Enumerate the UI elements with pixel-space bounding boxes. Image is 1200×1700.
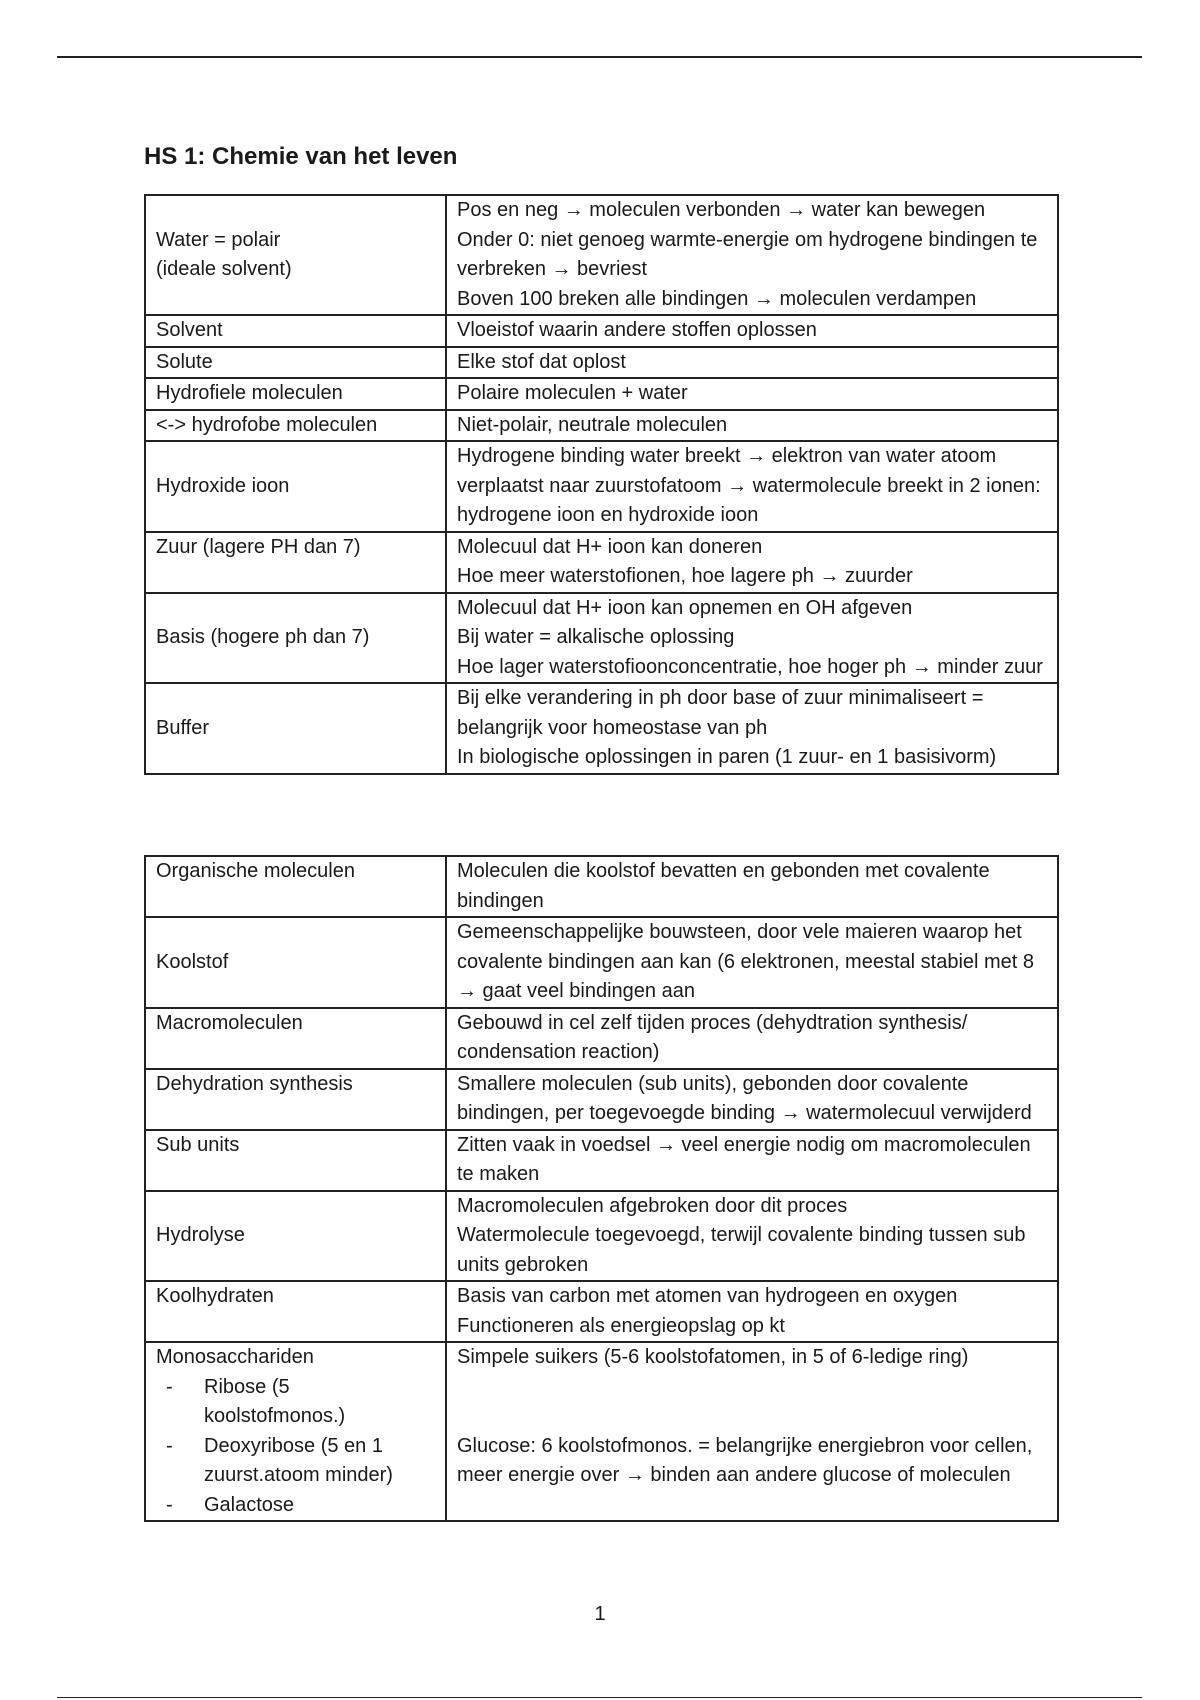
definition-cell [446,315,1058,347]
term-cell [145,1281,446,1342]
definition-cell [446,1342,1058,1521]
term-text: Macromoleculen [156,1011,303,1034]
term-cell [145,195,446,315]
bullet-dash: - [166,1493,173,1516]
term-cell [145,1342,446,1521]
table-row [145,917,1058,1008]
definition-text: Gemeenschappelijke bouwsteen, door vele maieren waarop het covalente bindingen aan kan (6 elektronen, meestal stabiel met 8 → gaat veel bindingen aan [457,921,1035,1002]
table-row [145,347,1058,379]
table-row [145,1069,1058,1130]
term-cell [145,441,446,532]
definition-text: Glucose: 6 koolstofmonos. = belangrijke energiebron voor cellen, meer energie over → binden aan andere glucose of moleculen [457,1434,1033,1486]
table-chemistry-water [144,194,1059,775]
definition-cell [446,1191,1058,1282]
table-row [145,856,1058,917]
term-cell [145,315,446,347]
term-cell [145,378,446,410]
list-item-text: Galactose [204,1493,295,1516]
table-row [145,532,1058,593]
term-text: Hydrolyse [156,1224,245,1246]
definition-text: Smallere moleculen (sub units), gebonden door covalente bindingen, per toegevoegde binding → watermolecuul verwijderd [457,1072,1032,1124]
term-text: Solute [156,350,213,373]
definition-text: Boven 100 breken alle bindingen → moleculen verdampen [457,287,977,310]
term-text: Water = polair [156,228,281,251]
term-text: Zuur (lagere PH dan 7) [156,535,361,558]
term-cell [145,1191,446,1282]
definition-text: Bij elke verandering in ph door base of zuur minimaliseert = belangrijk voor homeostase van ph [457,687,984,739]
term-text: Hydroxide ioon [156,474,290,497]
definition-cell [446,347,1058,379]
definition-text: Polaire moleculen + water [457,382,688,404]
definition-text: Hoe meer waterstofionen, hoe lagere ph → zuurder [457,565,913,587]
definition-text: Molecuul dat H+ ioon kan doneren [457,535,763,558]
term-text: Organische moleculen [156,860,355,882]
definition-cell [446,195,1058,315]
term-text: Monosacchariden [156,1346,314,1368]
definition-cell [446,441,1058,532]
bullet-dash: - [166,1375,173,1398]
term-cell [145,856,446,917]
term-text: Koolstof [156,950,229,973]
term-text: Buffer [156,716,209,739]
table-row [145,1008,1058,1069]
definition-text: Elke stof dat oplost [457,350,626,373]
definition-text: Functioneren als energieopslag op kt [457,1314,785,1337]
term-text: Solvent [156,319,223,341]
definition-text: Molecuul dat H+ ioon kan opnemen en OH afgeven [457,596,913,619]
page-heading: HS 1: Chemie van het leven [144,143,458,170]
term-text: Dehydration synthesis [156,1072,353,1095]
term-cell [145,917,446,1008]
table-row [145,315,1058,347]
list-item [156,1491,435,1521]
table-row [145,410,1058,442]
term-text: Basis (hogere ph dan 7) [156,626,370,648]
definition-text: Hoe lager waterstofioonconcentratie, hoe hoger ph → minder zuur [457,655,1043,678]
spacer [457,1373,1047,1403]
definition-text: Basis van carbon met atomen van hydrogeen en oxygen [457,1285,958,1307]
table-row [145,1281,1058,1342]
page-number: 1 [594,1603,606,1625]
table-row [145,1191,1058,1282]
list-item [156,1373,435,1432]
header-rule [57,56,1142,58]
definition-cell [446,1008,1058,1069]
definition-text: Watermolecule toegevoegd, terwijl covalente binding tussen sub units gebroken [457,1224,1026,1276]
definition-text: Simpele suikers (5-6 koolstofatomen, in 5 of 6-ledige ring) [457,1346,969,1368]
definition-cell [446,410,1058,442]
table-row [145,1342,1058,1521]
term-text: (ideale solvent) [156,258,292,280]
term-text: Sub units [156,1133,240,1156]
term-text: Hydrofiele moleculen [156,382,343,404]
spacer [457,1402,1047,1432]
definition-cell [446,856,1058,917]
definition-text: Onder 0: niet genoeg warmte-energie om hydrogene bindingen te verbreken → bevriest [457,228,1038,280]
definition-cell [446,532,1058,593]
table-row [145,1130,1058,1191]
term-cell [145,683,446,774]
definition-text: Vloeistof waarin andere stoffen oplossen [457,319,817,341]
definition-cell [446,1130,1058,1191]
definition-text: Pos en neg → moleculen verbonden → water kan bewegen [457,199,986,221]
list-item [156,1432,435,1491]
table-row [145,441,1058,532]
definition-text: Macromoleculen afgebroken door dit proces [457,1194,848,1217]
term-cell [145,410,446,442]
term-text: Koolhydraten [156,1285,274,1307]
definition-text: Niet-polair, neutrale moleculen [457,413,728,436]
term-cell [145,347,446,379]
definition-cell [446,1069,1058,1130]
term-cell [145,1130,446,1191]
definition-text: Moleculen die koolstof bevatten en gebonden met covalente bindingen [457,860,990,912]
table-row [145,593,1058,684]
definition-text: In biologische oplossingen in paren (1 zuur- en 1 basisivorm) [457,746,997,768]
table-row [145,378,1058,410]
definition-text: Bij water = alkalische oplossing [457,626,735,648]
table-row [145,195,1058,315]
table-organic-molecules [144,855,1059,1522]
definition-cell [446,917,1058,1008]
definition-cell [446,683,1058,774]
table-row [145,683,1058,774]
list-item-text: Ribose (5 koolstofmonos.) [204,1375,346,1427]
definition-cell [446,593,1058,684]
definition-cell [446,378,1058,410]
term-cell [145,1008,446,1069]
term-cell [145,532,446,593]
term-cell [145,593,446,684]
term-cell [145,1069,446,1130]
definition-cell [446,1281,1058,1342]
list-item-text: Deoxyribose (5 en 1 zuurst.atoom minder) [204,1434,393,1486]
definition-text: Zitten vaak in voedsel → veel energie nodig om macromoleculen te maken [457,1133,1031,1185]
term-text: <-> hydrofobe moleculen [156,413,378,436]
definition-text: Gebouwd in cel zelf tijden proces (dehydtration synthesis/ condensation reaction) [457,1011,968,1063]
footer-rule [57,1697,1142,1698]
bullet-dash: - [166,1434,173,1457]
definition-text: Hydrogene binding water breekt → elektron van water atoom verplaatst naar zuurstofatoom → watermolecule breekt in 2 ionen: hydrogene ioon en hydroxide ioon [457,445,1041,526]
